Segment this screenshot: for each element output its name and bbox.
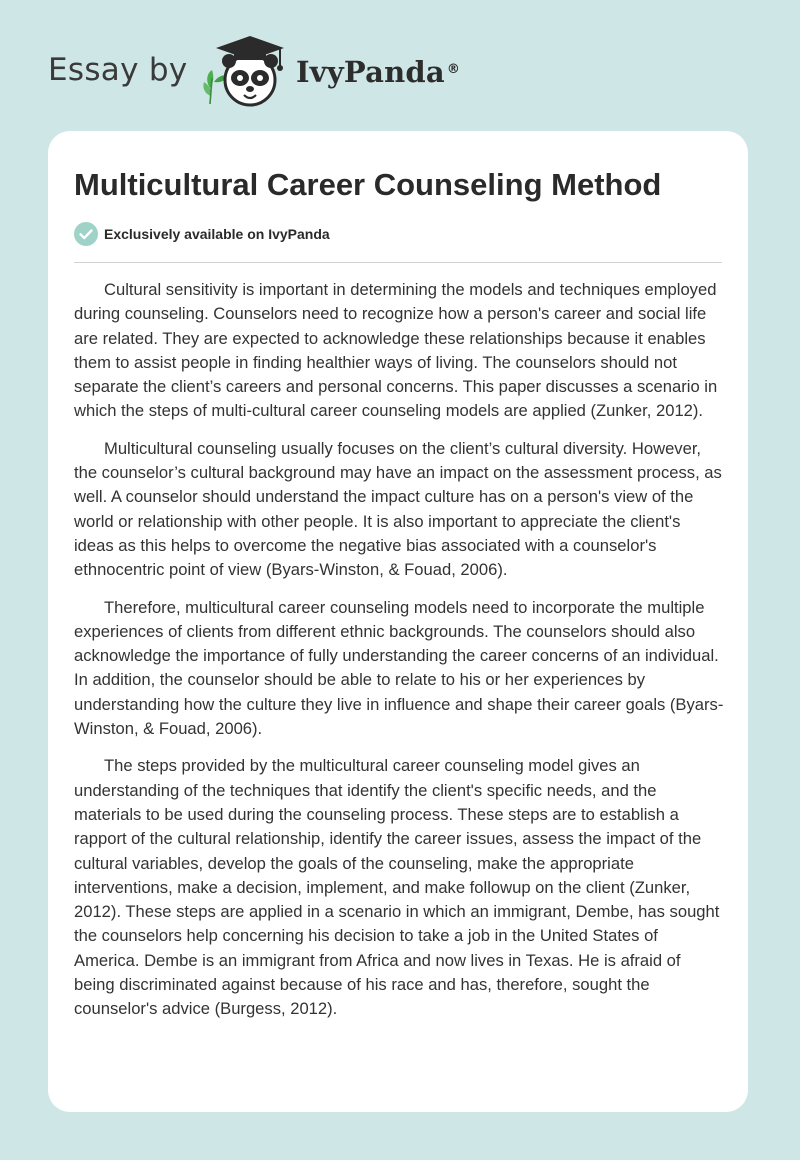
exclusive-badge-label: Exclusively available on IvyPanda [104,226,330,242]
brand-name-text: IvyPanda [296,55,445,89]
site-header [0,0,800,130]
exclusive-badge [74,222,330,246]
page-title: Multicultural Career Counseling Method [74,167,662,202]
paragraph: Multicultural counseling usually focuses on the client’s cultural diversity. However, the counselor’s cultural background may have an impact on the assessment process, as well. A counselor should understand the impact culture has on a person's view of the world or relationship with other people. It is also important to appreciate the client's ideas as this helps to overcome the negative bias associated with a counselor's ethnocentric point of view (Byars-Winston, & Fouad, 2006). [74,438,722,580]
essay-by-label: Essay by [48,52,188,88]
title-divider [74,262,722,263]
brand-name[interactable] [296,52,460,92]
check-circle-icon [74,222,98,246]
paragraph: Therefore, multicultural career counseling models need to incorporate the multiple experiences of clients from different ethnic backgrounds. The counselors should also acknowledge the importance of fully understanding the career concerns of an individual. In addition, the counselor should be able to relate to his or her experiences by understanding how the culture they live in influence and shape their career goals (Byars-Winston, & Fouad, 2006). [74,597,724,739]
essay-card [48,131,748,1112]
essay-body [74,278,724,1035]
paragraph: The steps provided by the multicultural career counseling model gives an understanding of the techniques that identify the client's specific needs, and the materials to be used during the counseling process. These steps are to establish a rapport of the cultural relationship, identify the career issues, assess the impact of the cultural variables, develop the goals of the counseling, make the appropriate interventions, make a decision, implement, and make followup on the client (Zunker, 2012). These steps are applied in a scenario in which an immigrant, Dembe, has sought the counselors help concerning his decision to take a job in the United States of America. Dembe is an immigrant from Africa and now lives in Texas. He is afraid of being discriminated against because of his race and has, therefore, sought the counselor's advice (Burgess, 2012). [74,756,720,1019]
registered-mark: ® [446,62,461,77]
panda-graduate-icon[interactable] [196,34,294,110]
paragraph: Cultural sensitivity is important in determining the models and techniques employed during counseling. Counselors need to recognize how a person's career and social life are related. They are expected to acknowledge these relationships because it enables them to assist people in finding healthier ways of living. The counselors should not separate the client’s careers and personal concerns. This paper discusses a scenario in which the steps of multi-cultural career counseling models are applied (Zunker, 2012). [74,280,718,421]
